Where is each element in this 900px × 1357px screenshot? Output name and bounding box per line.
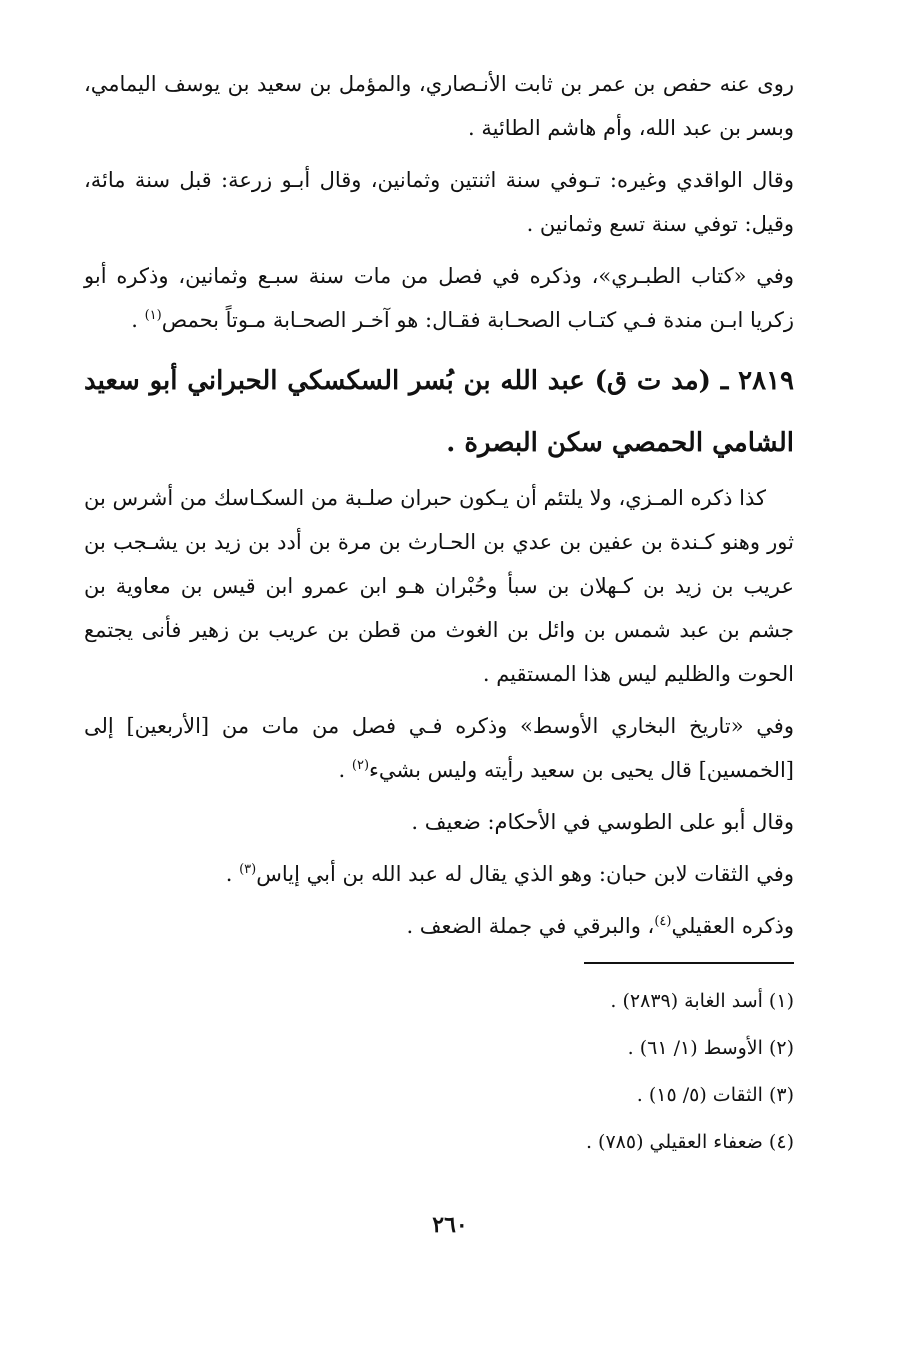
paragraph-bukhari-text: وفي «تاريخ البخاري الأوسط» وذكره فـي فصل من مات من [الأربعين] إلى [الخمسين] قال يحيى بن سعيد رأيته وليس بشيء <box>84 714 794 782</box>
footnotes-list <box>84 978 794 1166</box>
footnote-ref-1: (١) <box>144 308 162 323</box>
footnote-divider <box>584 962 794 964</box>
paragraph-thiqat-end: . <box>225 862 240 886</box>
footnote-1: (١) أسد الغابة (٢٨٣٩) . <box>610 990 794 1012</box>
footnote-2: (٢) الأوسط (١/ ٦١) . <box>627 1037 794 1059</box>
entry-heading: ٢٨١٩ ـ (مد ت ق) عبد الله بن بُسر السكسكي الحبراني أبو سعيد الشامي الحمصي سكن البصرة . <box>84 366 794 458</box>
footnote-4: (٤) ضعفاء العقيلي (٧٨٥) . <box>585 1131 794 1153</box>
paragraph-thiqat <box>84 852 794 896</box>
paragraph-tabari <box>84 254 794 342</box>
paragraph-tusi: وقال أبو على الطوسي في الأحكام: ضعيف . <box>411 810 794 834</box>
paragraph-genealogy: كذا ذكره المـزي، ولا يلتئم أن يـكون حبران صلـبة من السكـاسك من أشرس بن ثور وهنو كـندة بن عفين بن عدي بن الحـارث بن مرة بن أدد بن زيد بن يشـجب بن عريب بن زيد بن كـهلان بن سبأ وحُبْران هـو ابن عمرو ابن قيس بن معاوية بن جشم بن عبد شمس بن وائل بن الغوث من قطن بن عريب بن زهير فأنى يجتمع الحوت والظليم ليس هذا المستقيم . <box>84 486 794 686</box>
footnote-ref-2: (٢) <box>351 758 370 773</box>
page-number: ٢٦٠ <box>432 1212 468 1238</box>
paragraph-bukhari-end: . <box>338 758 352 782</box>
paragraph-uqayli-after: ، والبرقي في جملة الضعف . <box>406 914 655 938</box>
footnote-ref-3: (٣) <box>239 862 257 877</box>
paragraph-uqayli-before: وذكره العقيلي <box>671 914 794 938</box>
paragraph-tabari-text: وفي «كتاب الطبـري»، وذكره في فصل من مات سنة سبـع وثمانين، وذكره أبو زكريا ابـن مندة فـي كتـاب الصحـابة فقـال: هو آخـر الصحـابة مـوتاً بحمص <box>84 264 794 332</box>
paragraph-death-date: وقال الواقدي وغيره: تـوفي سنة اثنتين وثمانين، وقال أبـو زرعة: قبل سنة مائة، وقيل: توفي سنة تسع وثمانين . <box>84 168 794 236</box>
footnote-3: (٣) الثقات (٥/ ١٥) . <box>636 1084 794 1106</box>
page-content <box>84 62 794 1166</box>
paragraph-tabari-end: . <box>131 308 145 332</box>
paragraph-narrators: روى عنه حفص بن عمر بن ثابت الأنـصاري، والمؤمل بن سعيد بن يوسف اليمامي، وبسر بن عبد الله، وأم هاشم الطائية . <box>84 72 794 140</box>
footnote-ref-4: (٤) <box>654 914 672 929</box>
paragraph-bukhari <box>84 704 794 792</box>
paragraph-uqayli <box>84 904 794 948</box>
paragraph-thiqat-text: وفي الثقات لابن حبان: وهو الذي يقال له عبد الله بن أبي إياس <box>256 862 794 886</box>
